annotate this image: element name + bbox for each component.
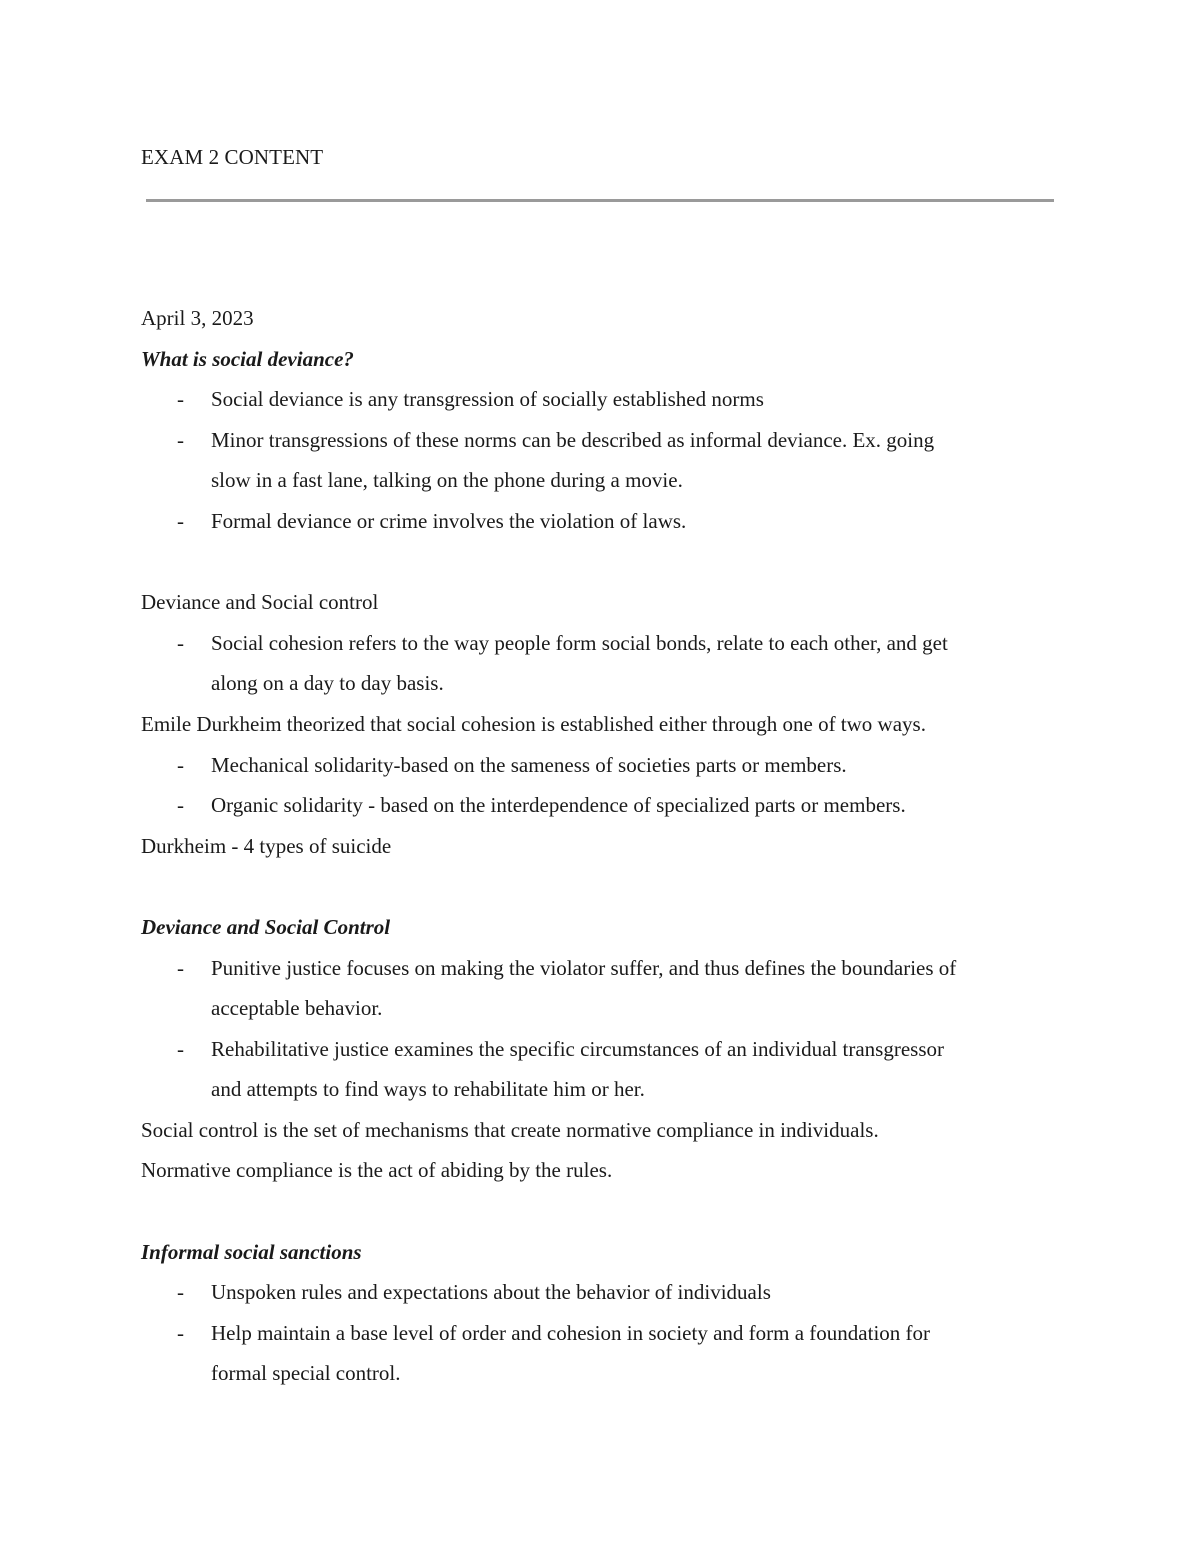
bullet-dash: - xyxy=(177,1280,184,1305)
list-item xyxy=(141,745,1071,786)
list-item xyxy=(141,948,1071,1029)
list-item xyxy=(141,501,1071,542)
list-item xyxy=(141,1272,1071,1313)
list-item xyxy=(141,1029,1071,1110)
list-item-text: Social deviance is any transgression of socially established norms xyxy=(211,387,764,412)
list-item xyxy=(141,1313,1071,1394)
list-item-text: Mechanical solidarity-based on the sameness of societies parts or members. xyxy=(211,752,847,777)
list-item-text: Social cohesion refers to the way people form social bonds, relate to each other, and get xyxy=(211,630,948,655)
bullet-dash: - xyxy=(177,387,184,412)
blank-line xyxy=(141,866,1071,907)
list-item-text-cont: slow in a fast lane, talking on the phone during a movie. xyxy=(211,468,683,493)
section-heading: Deviance and Social Control xyxy=(141,914,391,939)
paragraph: Durkheim - 4 types of suicide xyxy=(141,833,392,858)
list-item-text: Organic solidarity - based on the interdependence of specialized parts or members. xyxy=(211,793,906,818)
list-item-text: Minor transgressions of these norms can be described as informal deviance. Ex. going xyxy=(211,427,935,452)
list-item xyxy=(141,785,1071,826)
bullet-dash: - xyxy=(177,1320,184,1345)
list-item-text: Punitive justice focuses on making the violator suffer, and thus defines the boundaries of xyxy=(211,955,957,980)
section-heading: Deviance and Social control xyxy=(141,590,379,615)
document-title: EXAM 2 CONTENT xyxy=(141,145,324,169)
list-item-text-cont: acceptable behavior. xyxy=(211,996,383,1021)
list-item xyxy=(141,420,1071,501)
bullet-dash: - xyxy=(177,752,184,777)
bullet-dash: - xyxy=(177,955,184,980)
bullet-dash: - xyxy=(177,793,184,818)
list-item-text: Rehabilitative justice examines the specific circumstances of an individual transgressor xyxy=(211,1036,945,1061)
list-item xyxy=(141,379,1071,420)
blank-line xyxy=(141,1191,1071,1232)
section-heading: What is social deviance? xyxy=(141,346,354,371)
bullet-dash: - xyxy=(177,630,184,655)
document-body xyxy=(141,298,1071,1394)
list-item-text: Help maintain a base level of order and cohesion in society and form a foundation for xyxy=(211,1320,931,1345)
bullet-dash: - xyxy=(177,427,184,452)
date-line: April 3, 2023 xyxy=(141,306,254,330)
bullet-dash: - xyxy=(177,1036,184,1061)
list-item-text-cont: and attempts to find ways to rehabilitate him or her. xyxy=(211,1077,645,1102)
blank-line xyxy=(141,542,1071,583)
list-item-text-cont: formal special control. xyxy=(211,1361,401,1386)
list-item-text: Formal deviance or crime involves the violation of laws. xyxy=(211,508,687,533)
list-item xyxy=(141,623,1071,704)
paragraph: Emile Durkheim theorized that social cohesion is established either through one of two ways. xyxy=(141,711,926,736)
bullet-dash: - xyxy=(177,508,184,533)
list-item-text: Unspoken rules and expectations about the behavior of individuals xyxy=(211,1280,771,1305)
paragraph: Social control is the set of mechanisms that create normative compliance in individuals. xyxy=(141,1117,879,1142)
section-heading: Informal social sanctions xyxy=(141,1239,362,1264)
horizontal-rule xyxy=(146,199,1054,202)
paragraph: Normative compliance is the act of abiding by the rules. xyxy=(141,1158,613,1183)
list-item-text-cont: along on a day to day basis. xyxy=(211,671,444,696)
